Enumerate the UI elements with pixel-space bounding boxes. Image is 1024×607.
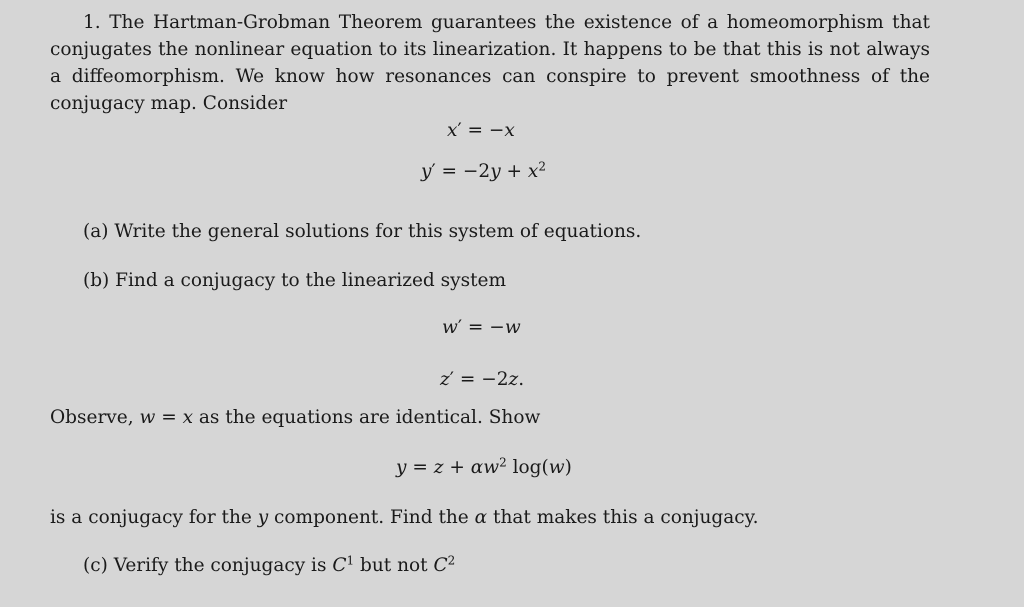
eq-exponent: 2 [538, 159, 546, 174]
observe-text: Observe, [50, 407, 140, 428]
eq-func: log( [506, 457, 549, 478]
eq-op: = [155, 407, 183, 428]
part-c [83, 552, 455, 579]
eq-op: = − [462, 317, 505, 338]
eq-var: x [504, 120, 515, 141]
eq-prime: ′ [457, 317, 463, 338]
eq-op: = [406, 457, 434, 478]
eq-paren: ) [564, 457, 572, 478]
system-eq2 [421, 160, 546, 184]
eq-var: x [447, 120, 458, 141]
eq-var: w [139, 407, 156, 428]
part-c-text: Verify the conjugacy is [113, 555, 333, 576]
eq-prime: ′ [457, 120, 462, 141]
observe-line [50, 404, 540, 431]
part-b-label: (b) [83, 270, 110, 291]
eq-var: y [490, 161, 501, 182]
eq-var: C [433, 555, 448, 576]
intro-text: The Hartman-Grobman Theorem guarantees the existence of a homeomorphism that conjugates the nonlinear equation to its linearization. It happens to be that this is not always a diffeomorphism. We know how resonances can conspire to prevent smoothness of the conjugacy map. Consider [50, 12, 930, 114]
eq-var: C [332, 555, 347, 576]
eq-var: y [396, 457, 407, 478]
eq-exponent: 2 [499, 455, 507, 470]
eq-var: α [474, 507, 488, 528]
statement-text: that makes this a conjugacy. [487, 507, 759, 528]
statement-text: is a conjugacy for the [50, 507, 258, 528]
eq-period: . [518, 369, 525, 390]
statement-text: component. Find the [268, 507, 475, 528]
eq-var: w [483, 457, 500, 478]
eq-var: y [421, 161, 432, 182]
eq-op: = − [461, 120, 505, 141]
eq-op: = −2 [453, 369, 509, 390]
linear-eq1 [442, 316, 521, 340]
conjugacy-eq [396, 456, 572, 480]
eq-op: + [443, 457, 471, 478]
part-b-text: Find a conjugacy to the linearized system [115, 270, 507, 291]
eq-prime: ′ [449, 369, 454, 390]
eq-var: x [182, 407, 194, 428]
eq-var: w [548, 457, 565, 478]
part-a [83, 218, 641, 245]
problem-intro [50, 9, 930, 117]
part-b [83, 267, 506, 294]
part-a-text: Write the general solutions for this system of equations. [114, 221, 642, 242]
eq-op: + [500, 161, 528, 182]
system-eq1 [447, 119, 515, 143]
eq-var: α [470, 457, 484, 478]
eq-var: w [504, 317, 521, 338]
part-a-label: (a) [83, 221, 109, 242]
eq-prime: ′ [431, 161, 436, 182]
eq-var: z [508, 369, 519, 390]
eq-op: = −2 [435, 161, 491, 182]
eq-exponent: 2 [447, 553, 456, 568]
eq-exponent: 1 [346, 553, 355, 568]
eq-var: x [527, 161, 539, 182]
part-c-label: (c) [83, 555, 108, 576]
eq-var: z [433, 457, 444, 478]
eq-var: w [442, 317, 458, 338]
eq-var: y [257, 507, 269, 528]
observe-text: as the equations are identical. Show [193, 407, 541, 428]
conjugacy-statement [50, 504, 759, 531]
part-c-text: but not [354, 555, 434, 576]
eq-var: z [440, 369, 450, 390]
linear-eq2 [440, 368, 524, 392]
problem-number: 1. [83, 12, 101, 33]
